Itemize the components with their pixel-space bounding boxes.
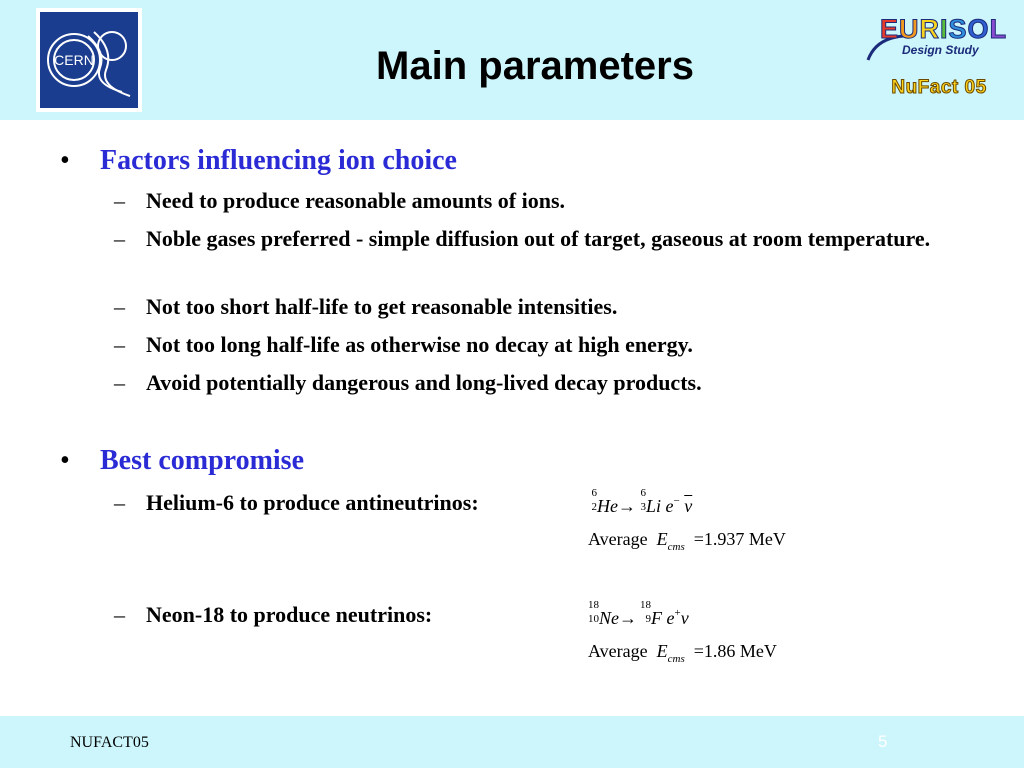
slide-title: Main parameters — [376, 44, 694, 88]
sub-bullet: – Noble gases preferred - simple diffusion out of target, gaseous at room temperature. — [114, 224, 944, 254]
footer-label: NUFACT05 — [70, 734, 149, 751]
slide-content — [0, 120, 1024, 716]
dash-icon: – — [114, 226, 125, 251]
sub-bullet: – Helium-6 to produce antineutrinos: — [114, 488, 564, 518]
eurisol-letter: I — [940, 14, 949, 44]
eurisol-letter: R — [919, 14, 941, 44]
neon-average-energy: Average $E_{cms} =1.86$ MeV — [588, 641, 777, 665]
nufact-badge: NuFact 05 — [891, 77, 987, 98]
bullet-heading: • Best compromise — [60, 445, 304, 476]
sub-bullet: – Not too long half-life as otherwise no decay at high energy. — [114, 330, 944, 360]
sub-bullet: – Need to produce reasonable amounts of ions. — [114, 186, 944, 216]
helium-average-energy: Average $E_{cms} =1.937$ MeV — [588, 529, 786, 553]
cern-logo-text: CERN — [54, 52, 94, 68]
eurisol-letter: E — [880, 14, 900, 44]
eurisol-subtitle: Design Study — [902, 43, 979, 57]
dash-icon: – — [114, 332, 125, 357]
bullet-dot-icon: • — [60, 445, 70, 476]
slide-footer — [0, 716, 1024, 768]
eurisol-wordmark — [880, 14, 1007, 44]
eurisol-logo — [866, 14, 1008, 64]
sub-bullet: – Neon-18 to produce neutrinos: — [114, 600, 564, 630]
bullet-heading: • Factors influencing ion choice — [60, 145, 457, 176]
dash-icon: – — [114, 602, 125, 627]
cern-logo — [36, 8, 142, 112]
eurisol-letter: U — [899, 14, 920, 44]
sub-bullet: – Not too short half-life to get reasonable intensities. — [114, 292, 944, 322]
dash-icon: – — [114, 370, 125, 395]
dash-icon: – — [114, 490, 125, 515]
helium-decay-formula: 6 2 He→ 6 3 Li e− $\overline{\nu}$ — [591, 487, 693, 516]
dash-icon: – — [114, 294, 125, 319]
eurisol-letter: S — [948, 14, 968, 44]
page-number: 5 — [878, 732, 888, 751]
dash-icon: – — [114, 188, 125, 213]
bullet-dot-icon: • — [60, 145, 70, 176]
eurisol-letter: L — [989, 14, 1008, 44]
slide-header — [0, 0, 1024, 120]
eurisol-letter: O — [967, 14, 990, 44]
neon-decay-formula: 18 10 Ne→ 18 9 F e+ν — [588, 599, 689, 628]
sub-bullet: – Avoid potentially dangerous and long-lived decay products. — [114, 368, 944, 398]
